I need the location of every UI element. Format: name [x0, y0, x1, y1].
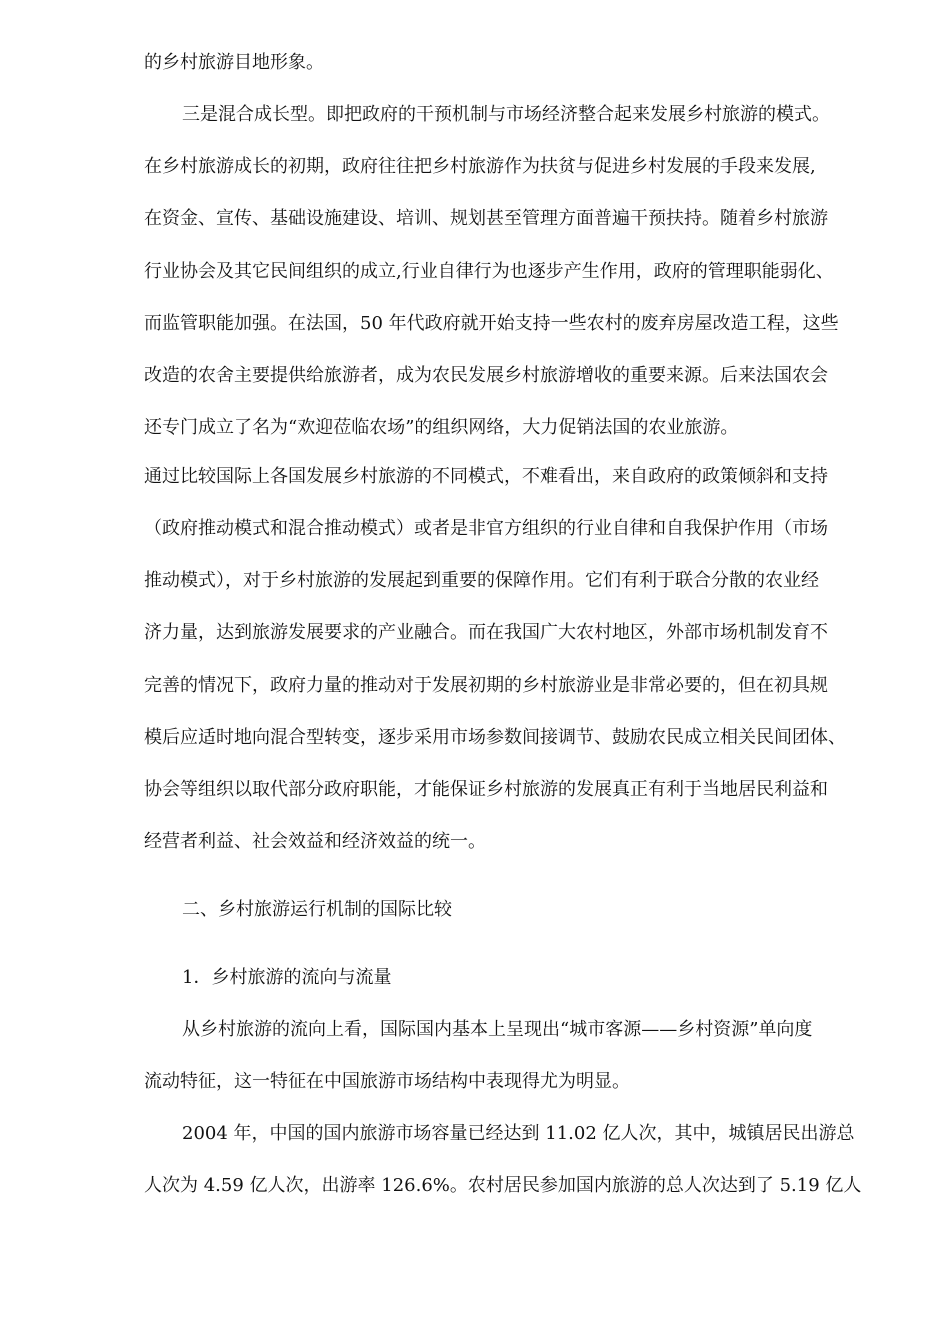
paragraph-line: 经营者利益、社会效益和经济效益的统一。: [144, 831, 486, 852]
paragraph-line: 从乡村旅游的流向上看，国际国内基本上呈现出“城市客源——乡村资源”单向度: [182, 1019, 813, 1040]
paragraph-line: 的乡村旅游目地形象。: [144, 52, 324, 73]
paragraph-line: 在资金、宣传、基础设施建设、培训、规划甚至管理方面普遍干预扶持。随着乡村旅游: [144, 208, 828, 229]
paragraph-line: （政府推动模式和混合推动模式）或者是非官方组织的行业自律和自我保护作用（市场: [144, 518, 828, 539]
paragraph-line: 协会等组织以取代部分政府职能，才能保证乡村旅游的发展真正有利于当地居民利益和: [144, 779, 828, 800]
paragraph-line: 模后应适时地向混合型转变，逐步采用市场参数间接调节、鼓励农民成立相关民间团体、: [144, 727, 846, 748]
paragraph-line: 而监管职能加强。在法国，50 年代政府就开始支持一些农村的废弃房屋改造工程，这些: [144, 313, 839, 334]
paragraph-line: 推动模式），对于乡村旅游的发展起到重要的保障作用。它们有利于联合分散的农业经: [144, 570, 819, 591]
paragraph-line: 行业协会及其它民间组织的成立,行业自律行为也逐步产生作用，政府的管理职能弱化、: [144, 261, 834, 282]
paragraph-line: 通过比较国际上各国发展乡村旅游的不同模式，不难看出，来自政府的政策倾斜和支持: [144, 466, 828, 487]
subsection-heading: 1．乡村旅游的流向与流量: [182, 967, 392, 988]
paragraph-line: 2004 年，中国的国内旅游市场容量已经达到 11.02 亿人次，其中，城镇居民出游总: [182, 1123, 855, 1144]
paragraph-line: 完善的情况下，政府力量的推动对于发展初期的乡村旅游业是非常必要的，但在初具规: [144, 675, 828, 696]
paragraph-line: 还专门成立了名为“欢迎莅临农场”的组织网络，大力促销法国的农业旅游。: [144, 417, 739, 438]
paragraph-line: 流动特征，这一特征在中国旅游市场结构中表现得尤为明显。: [144, 1071, 630, 1092]
section-heading: 二、乡村旅游运行机制的国际比较: [182, 899, 452, 920]
paragraph-line: 人次为 4.59 亿人次，出游率 126.6%。农村居民参加国内旅游的总人次达到了 5.19 亿人: [144, 1175, 862, 1196]
paragraph-line: 济力量，达到旅游发展要求的产业融合。而在我国广大农村地区，外部市场机制发育不: [144, 622, 828, 643]
paragraph-line: 改造的农舍主要提供给旅游者，成为农民发展乡村旅游增收的重要来源。后来法国农会: [144, 365, 828, 386]
paragraph-line: 三是混合成长型。即把政府的干预机制与市场经济整合起来发展乡村旅游的模式。: [182, 104, 830, 125]
paragraph-line: 在乡村旅游成长的初期，政府往往把乡村旅游作为扶贫与促进乡村发展的手段来发展,: [144, 156, 816, 177]
